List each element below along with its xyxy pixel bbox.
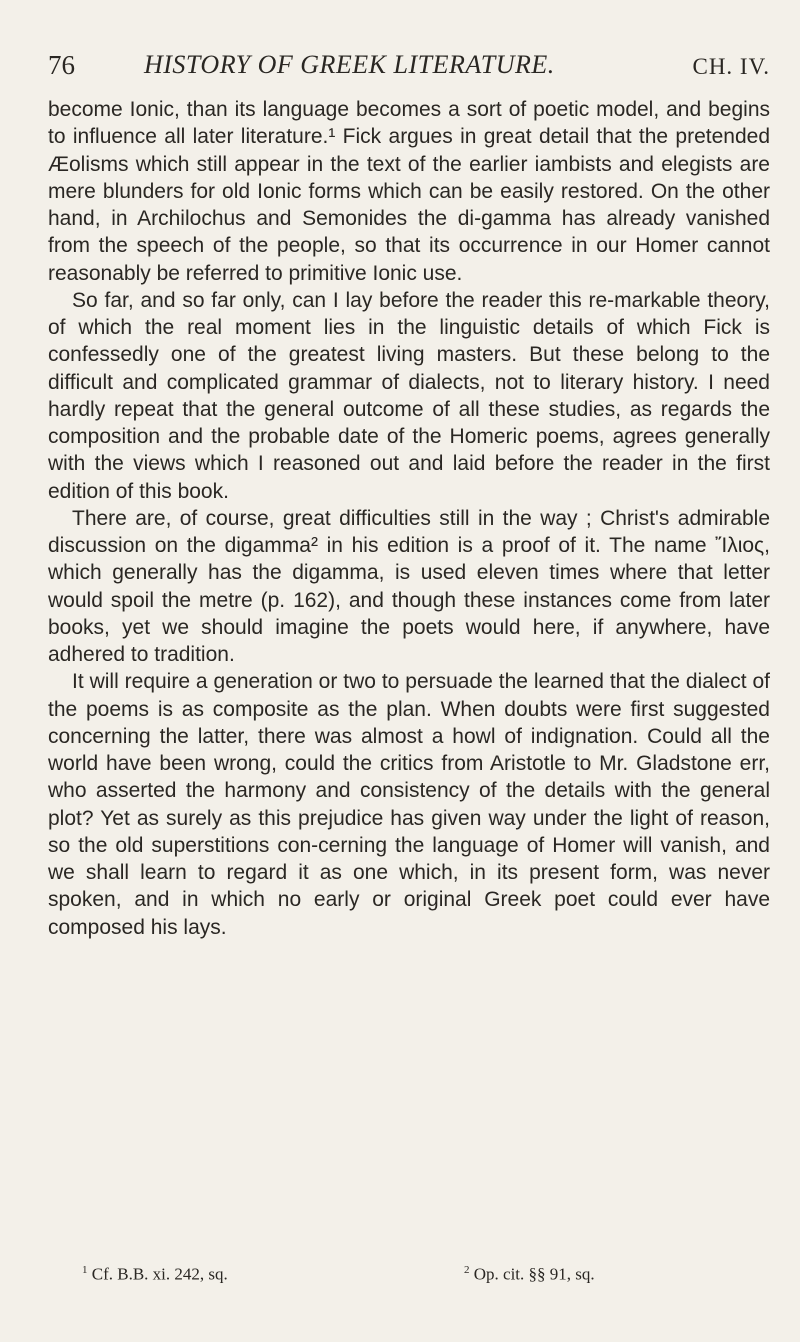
footnote-text: Op. cit. §§ 91, sq. [473, 1264, 595, 1284]
page-number: 76 [48, 50, 75, 80]
paragraph-1: become Ionic, than its language becomes a sort of poetic model, and begins to influence all later literature.¹ Fick argues in great detail that the pretended Æolisms which still appear in the text of the earlier iambists and elegists are mere blunders for old Ionic forms which can be easily restored. On the other hand, in Archilochus and Semonides the di-gamma has already vanished from the speech of the people, so that its occurrence in our Homer cannot reasonably be referred to primitive Ionic use. [48, 98, 770, 285]
paragraph-3: There are, of course, great difficulties still in the way ; Christ's admirable discussion on the digamma² in his edition is a proof of it. The name Ἴλιος, which generally has the digamma, is used eleven times where that letter would spoil the metre (p. 162), and though these instances come from later books, yet we should imagine the poets would here, if anywhere, have adhered to tradition. [48, 506, 770, 666]
paragraph-2: So far, and so far only, can I lay before the reader this re-markable theory, of which the real moment lies in the linguistic details of which Fick is confessedly one of the greatest living masters. But these belong to the difficult and complicated grammar of dialects, not to literary history. I need hardly repeat that the general outcome of all these studies, as regards the composition and the probable date of the Homeric poems, agrees generally with the views which I reasoned out and laid before the reader in the first edition of this book. [48, 288, 770, 503]
footnote-marker: 1 [82, 1264, 88, 1276]
paragraph-4: It will require a generation or two to persuade the learned that the dialect of the poems is as composite as the plan. When doubts were first suggested concerning the latter, there was almost a howl of indignation. Could all the world have been wrong, could the critics from Aristotle to Mr. Gladstone err, who asserted the harmony and consistency of the details with the general plot? Yet as surely as this prejudice has given way under the light of reason, so the old superstitions con-cerning the language of Homer will vanish, and we shall learn to regard it as one which, in its present form, was never spoken, and in which no early or original Greek poet could ever have composed his lays. [48, 670, 770, 939]
chapter-reference: CH. IV. [692, 54, 770, 79]
footnote-2 [464, 1264, 595, 1285]
body-text [48, 96, 770, 941]
footnote-1 [82, 1264, 228, 1285]
footnote-marker: 2 [464, 1264, 470, 1276]
running-title: HISTORY OF GREEK LITERATURE. [144, 50, 555, 79]
footnotes [48, 1264, 770, 1294]
running-head [48, 50, 770, 84]
footnote-text: Cf. B.B. xi. 242, sq. [91, 1264, 228, 1284]
